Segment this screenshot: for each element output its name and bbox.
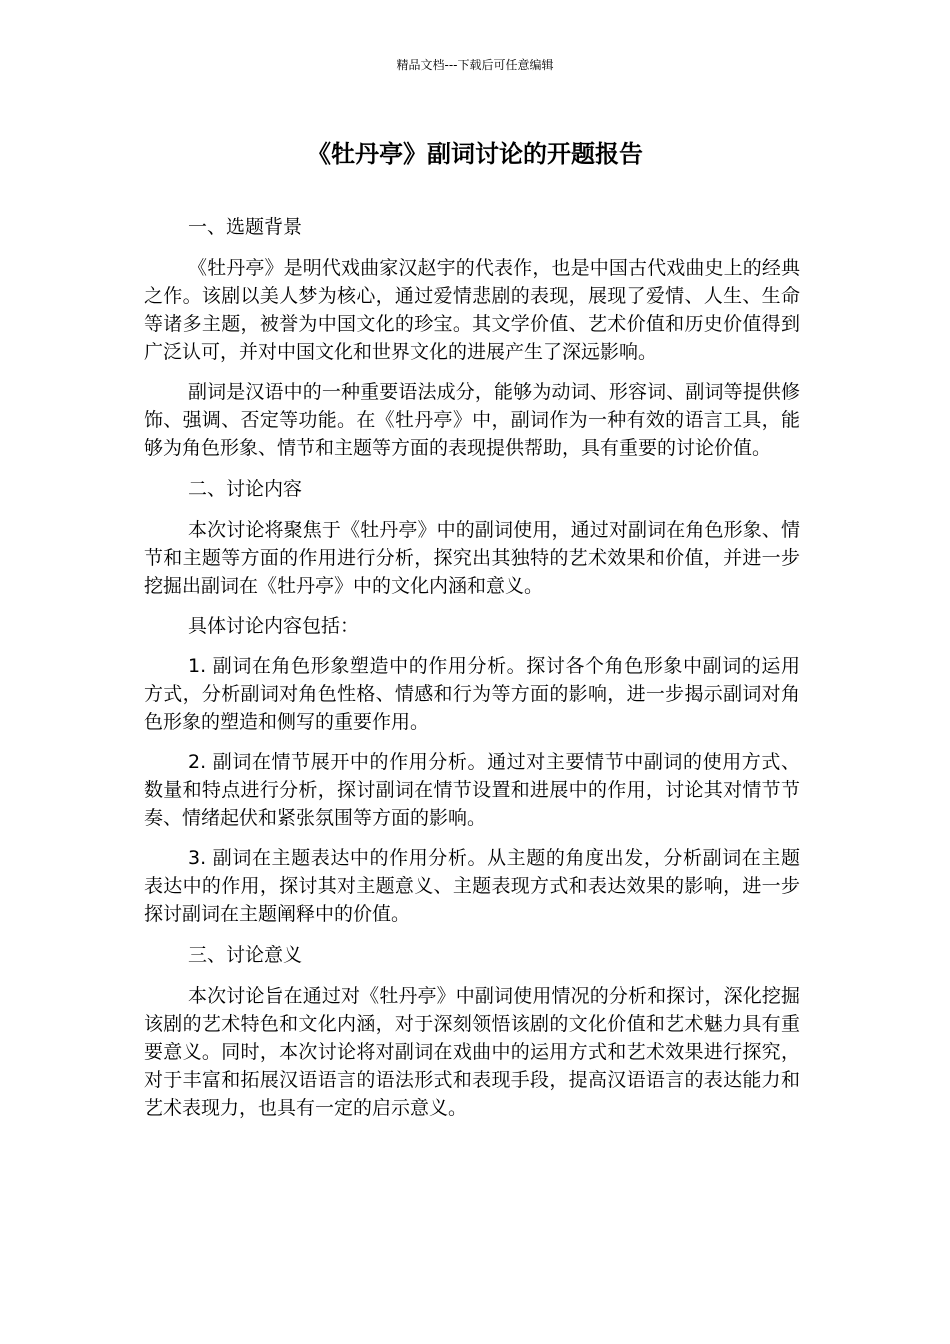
list-item-plot: 2. 副词在情节展开中的作用分析。通过对主要情节中副词的使用方式、数量和特点进行分析，探讨副词在情节设置和进展中的作用，讨论其对情节节奏、情绪起伏和紧张氛围等方面的影响。 (144, 751, 800, 829)
paragraph-content-1: 本次讨论将聚焦于《牡丹亭》中的副词使用，通过对副词在角色形象、情节和主题等方面的作用进行分析，探究出其独特的艺术效果和价值，并进一步挖掘出副词在《牡丹亭》中的文化内涵和意义。 (144, 519, 800, 597)
section-heading-content: 二、讨论内容 (188, 478, 303, 500)
paragraph-significance-1: 本次讨论旨在通过对《牡丹亭》中副词使用情况的分析和探讨，深化挖掘该剧的艺术特色和文化内涵，对于深刻领悟该剧的文化价值和艺术魅力具有重要意义。同时，本次讨论将对副词在戏曲中的运用方式和艺术效果进行探究，对于丰富和拓展汉语语言的语法形式和表现手段，提高汉语语言的表达能力和艺术表现力，也具有一定的启示意义。 (144, 985, 800, 1119)
section-heading-significance: 三、讨论意义 (188, 944, 303, 966)
list-item-role: 1. 副词在角色形象塑造中的作用分析。探讨各个角色形象中副词的运用方式，分析副词对角色性格、情感和行为等方面的影响，进一步揭示副词对角色形象的塑造和侧写的重要作用。 (144, 655, 800, 733)
header-note: 精品文档---下载后可任意编辑 (396, 58, 554, 72)
document-body (144, 212, 800, 1134)
paragraph-background-1: 《牡丹亭》是明代戏曲家汉赵宇的代表作，也是中国古代戏曲史上的经典之作。该剧以美人梦为核心，通过爱情悲剧的表现，展现了爱情、人生、生命等诸多主题，被誉为中国文化的珍宝。其文学价值、艺术价值和历史价值得到广泛认可，并对中国文化和世界文化的进展产生了深远影响。 (144, 257, 800, 363)
section-heading-background: 一、选题背景 (188, 216, 303, 238)
paragraph-background-2: 副词是汉语中的一种重要语法成分，能够为动词、形容词、副词等提供修饰、强调、否定等功能。在《牡丹亭》中，副词作为一种有效的语言工具，能够为角色形象、情节和主题等方面的表现提供帮助，具有重要的讨论价值。 (144, 381, 800, 459)
paragraph-content-2: 具体讨论内容包括： (188, 615, 360, 637)
document-title: 《牡丹亭》副词讨论的开题报告 (307, 140, 643, 168)
list-item-theme: 3. 副词在主题表达中的作用分析。从主题的角度出发，分析副词在主题表达中的作用，探讨其对主题意义、主题表现方式和表达效果的影响，进一步探讨副词在主题阐释中的价值。 (144, 847, 800, 925)
